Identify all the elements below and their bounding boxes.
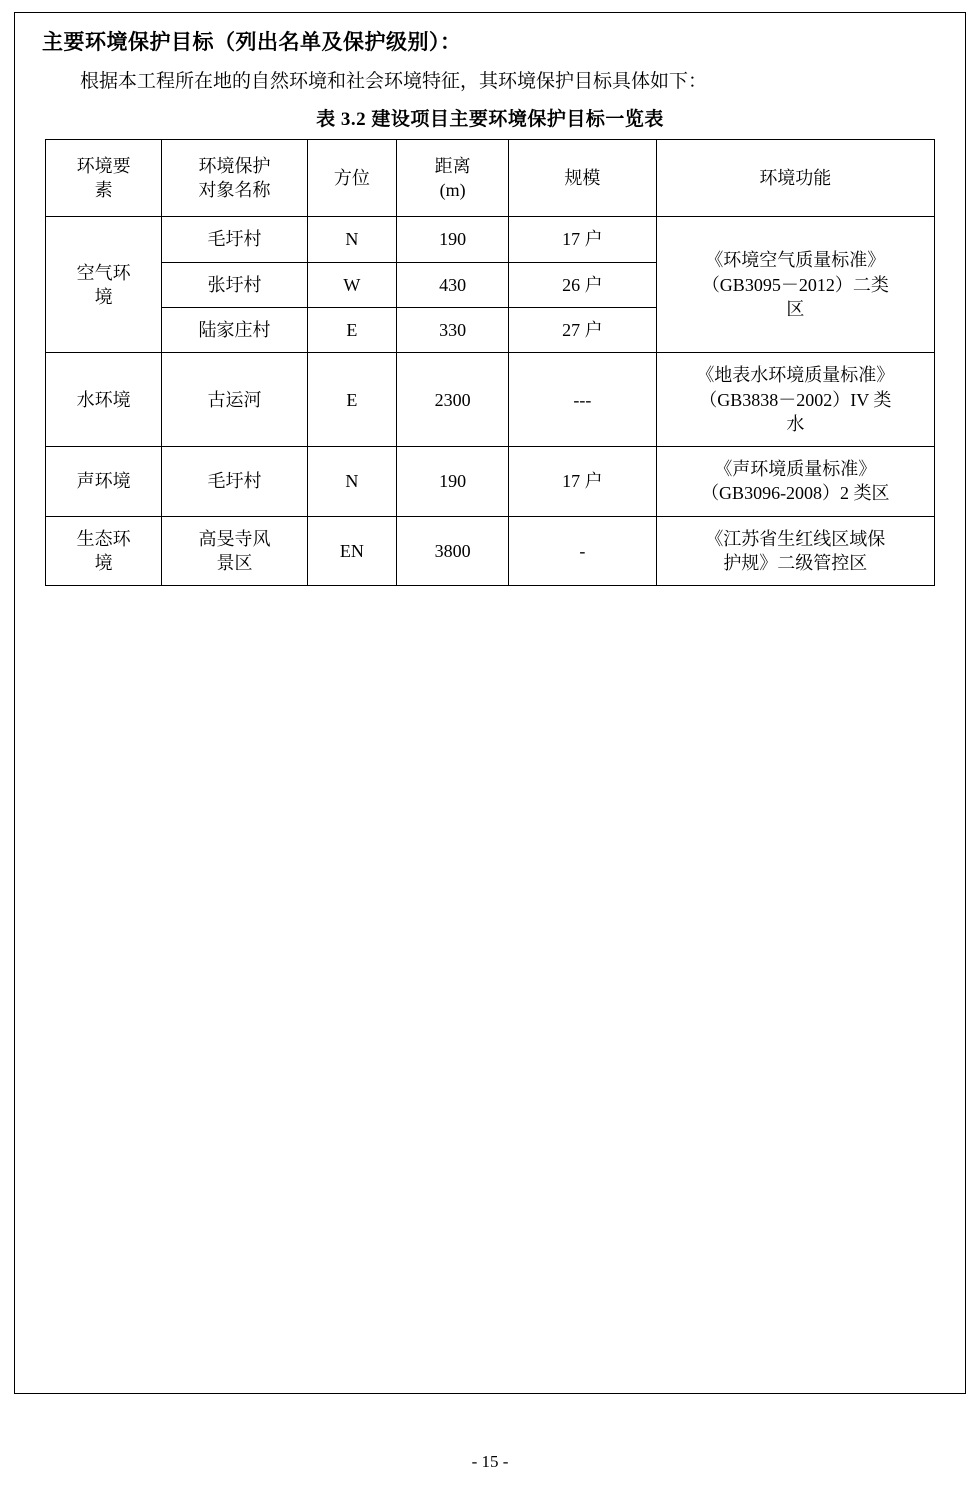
cell-distance: 190 [397,217,509,262]
table-header-row [46,139,935,217]
cell-direction: EN [307,516,396,586]
cell-direction: N [307,217,396,262]
page-footer: - 15 - [471,1452,509,1471]
function-air-line2: （GB3095－2012）二类 [701,274,889,295]
element-ecology-line1: 生态环 [76,528,131,549]
cell-element-noise: 声环境 [46,447,162,517]
function-noise-line2: （GB3096-2008）2 类区 [701,483,890,504]
table-row [46,516,935,586]
cell-direction: E [307,353,396,447]
function-noise-line1: 《声环境质量标准》 [714,459,877,480]
cell-function-ecology [656,516,934,586]
cell-distance: 2300 [397,353,509,447]
cell-distance: 3800 [397,516,509,586]
cell-object-name: 张圩村 [162,262,307,307]
object-ecology-line1: 高旻寺风 [198,528,271,549]
function-ecology-line2: 护规》二级管控区 [723,553,868,574]
page-content [0,0,980,586]
header-cell-distance [397,139,509,217]
intro-paragraph: 根据本工程所在地的自然环境和社会环境特征，其环境保护目标具体如下： [80,71,708,93]
element-air-line1: 空气环 [76,262,131,283]
header-object-line2: 对象名称 [198,180,271,201]
cell-direction: N [307,447,396,517]
object-ecology-line2: 景区 [216,553,253,574]
cell-scale: 17 户 [509,447,656,517]
cell-direction: E [307,307,396,352]
table-row [46,447,935,517]
function-air-line3: 区 [786,298,805,319]
cell-scale: --- [509,353,656,447]
section-heading: 主要环境保护目标（列出名单及保护级别）： [42,30,462,54]
cell-direction: W [307,262,396,307]
cell-object-name: 陆家庄村 [162,307,307,352]
cell-element-air [46,217,162,353]
cell-scale: 26 户 [509,262,656,307]
table-body [46,217,935,586]
header-cell-element [46,139,162,217]
header-distance-line1: 距离 [434,155,471,176]
header-object-line1: 环境保护 [198,155,271,176]
cell-scale: 17 户 [509,217,656,262]
header-cell-scale: 规模 [509,139,656,217]
cell-scale: - [509,516,656,586]
header-cell-function: 环境功能 [656,139,934,217]
cell-element-water: 水环境 [46,353,162,447]
cell-object-name: 毛圩村 [162,447,307,517]
cell-object-name [162,516,307,586]
cell-distance: 330 [397,307,509,352]
function-water-line2: （GB3838－2002）IV 类 [699,389,892,410]
element-air-line2: 境 [94,286,113,307]
cell-scale: 27 户 [509,307,656,352]
cell-object-name: 毛圩村 [162,217,307,262]
header-element-line1: 环境要 [76,155,131,176]
table-row [46,217,935,262]
cell-element-ecology [46,516,162,586]
cell-function-air [656,217,934,353]
cell-object-name: 古运河 [162,353,307,447]
table-row [46,353,935,447]
header-element-line2: 素 [94,180,113,201]
cell-function-water [656,353,934,447]
header-distance-line2: (m) [439,180,466,201]
table-caption: 表 3.2 建设项目主要环境保护目标一览表 [316,108,664,130]
header-cell-direction: 方位 [307,139,396,217]
cell-distance: 430 [397,262,509,307]
cell-function-noise [656,447,934,517]
element-ecology-line2: 境 [94,553,113,574]
function-water-line3: 水 [786,413,805,434]
environmental-protection-targets-table [45,139,935,587]
header-cell-object-name [162,139,307,217]
function-air-line1: 《环境空气质量标准》 [705,250,886,271]
cell-distance: 190 [397,447,509,517]
function-water-line1: 《地表水环境质量标准》 [696,365,895,386]
table-header [46,139,935,217]
function-ecology-line1: 《江苏省生红线区域保 [705,528,886,549]
